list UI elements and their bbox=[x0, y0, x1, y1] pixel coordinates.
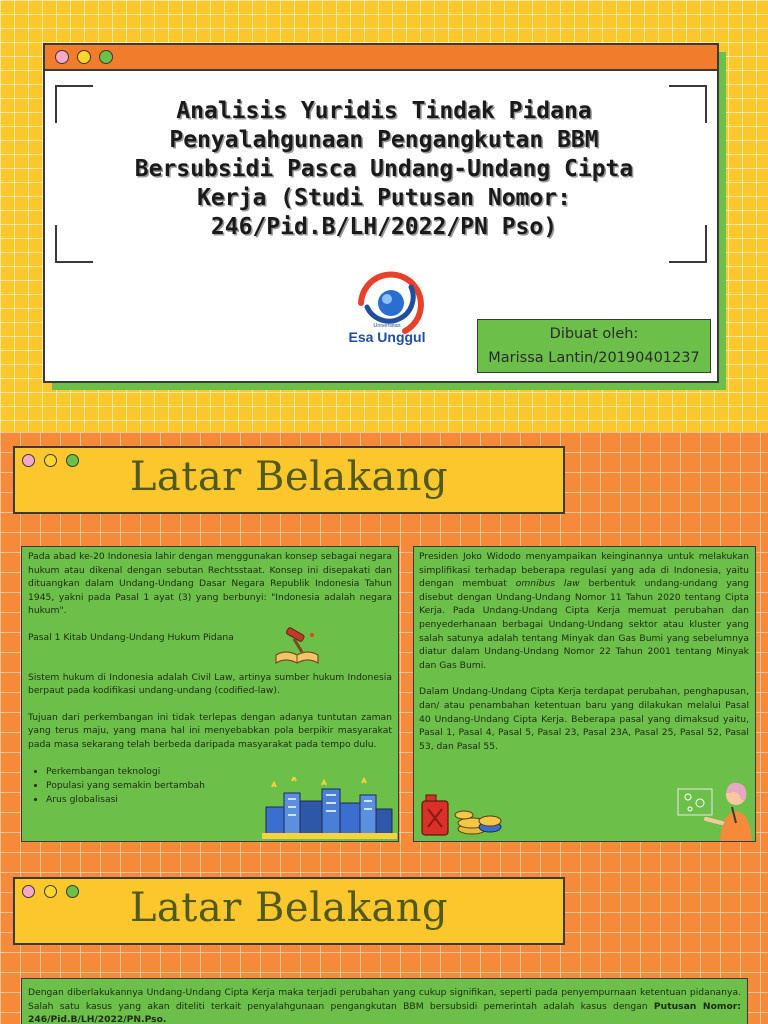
list-item: • Arus globalisasi bbox=[46, 793, 392, 807]
right-text-panel bbox=[413, 546, 756, 842]
paragraph: Dalam Undang-Undang Cipta Kerja terdapat perubahan, penghapusan, dan/ atau penambahan ketentuan baru yang dilakukan melalui Pasal 40 Undang-Undang Cipta Kerja. Beberapa pasal yang dimaksud yaitu, Pasal 1, Pasal 4, Pasal 5, Pasal 23, Pasal 23A, Pasal 25, Pasal 52, Pasal 53, dan Pasal 55. bbox=[419, 686, 749, 752]
fuel-can-coins-icon bbox=[418, 793, 504, 839]
title-window bbox=[43, 43, 719, 383]
logo-university-label: Universitas bbox=[373, 323, 401, 329]
document-title: Analisis Yuridis Tindak Pidana Penyalahgunaan Pengangkutan BBM Bersubsidi Pasca Undang-Undang Cipta Kerja (Studi Putusan Nomor: 246/Pid.B/LH/2022/PN Pso) bbox=[134, 98, 634, 240]
frame-corner-bottom-left bbox=[55, 225, 93, 263]
paragraph-text: Presiden Joko Widodo menyampaikan keinginannya untuk melakukan simplifikasi terhadap beberapa regulasi yang ada di Indonesia, yaitu dengan membuat bbox=[419, 551, 749, 590]
frame-corner-top-left bbox=[55, 85, 93, 123]
title-slide bbox=[0, 0, 768, 432]
paragraph bbox=[419, 550, 749, 672]
green-dot-icon bbox=[99, 50, 113, 64]
list-item: • Perkembangan teknologi bbox=[46, 765, 392, 779]
paragraph-emphasis: omnibus law bbox=[515, 578, 580, 590]
author-label: Dibuat oleh: bbox=[549, 326, 639, 342]
slide-heading: Latar Belakang bbox=[129, 885, 449, 931]
left-text-panel bbox=[21, 546, 399, 842]
heading-banner bbox=[13, 877, 565, 945]
heading-banner bbox=[13, 446, 565, 514]
bottom-text-panel bbox=[21, 978, 748, 1024]
paragraph: Pasal 1 Kitab Undang-Undang Hukum Pidana bbox=[28, 631, 234, 643]
paragraph-emphasis: Putusan Nomor: 246/Pid.B/LH/2022/PN.Pso. bbox=[28, 1000, 741, 1024]
pink-dot-icon bbox=[55, 50, 69, 64]
frame-corner-top-right bbox=[669, 85, 707, 123]
list-item: • Populasi yang semakin bertambah bbox=[46, 779, 392, 793]
window-title-bar bbox=[45, 45, 717, 71]
paragraph-text: berbentuk undang-undang yang disebut dengan Undang-Undang Nomor 11 Tahun 2020 tentang Cipta Kerja. Pada Undang-Undang Cipta Kerja memuat perubahan dan penyederhanaan berbagai Undang-Undang sektor atau kluster yang salah satunya adalah tentang Minyak dan Gas Bumi yang sebelumnya diatur dalam Undang-Undang Nomor 22 Tahun 2001 tentang Minyak dan Gas Bumi. bbox=[419, 578, 749, 671]
background-slide-1 bbox=[0, 432, 768, 852]
presenter-woman-icon bbox=[676, 779, 754, 841]
law-book-gavel-icon bbox=[272, 625, 322, 669]
background-slide-2 bbox=[0, 852, 768, 1024]
slide-heading: Latar Belakang bbox=[129, 454, 449, 500]
author-box bbox=[477, 319, 711, 373]
frame-corner-bottom-right bbox=[669, 225, 707, 263]
paragraph: Pada abad ke-20 Indonesia lahir dengan menggunakan konsep sebagai negara hukum atau dikenal dengan sebutan Rechtsstaat. Konsep ini disepakati dan dituangkan dalam Undang-Undang Dasar Negara Republik Indonesia Tahun 1945, yakni pada Pasal 1 ayat (3) yang berbunyi: "Indonesia adalah negara hukum". bbox=[28, 551, 392, 617]
yellow-dot-icon bbox=[77, 50, 91, 64]
city-buildings-icon bbox=[262, 777, 397, 839]
author-name: Marissa Lantin/20190401237 bbox=[488, 350, 700, 366]
logo-name: Esa Unggul bbox=[348, 329, 426, 345]
paragraph: Tujuan dari perkembangan ini tidak terlepas dengan adanya tuntutan zaman yang terus maju, yang mana hal ini menyebabkan pola berpikir masyarakat pada masa sekarang telah berbeda daripada masyarakat pada tempo dulu. bbox=[28, 711, 392, 750]
paragraph-text: Dengan diberlakukannya Undang-Undang Cipta Kerja maka terjadi perubahan yang cukup signifikan, seperti pada penyempurnaan ketentuan pidananya. Salah satu kasus yang akan diteliti terkait penyalahgunaan pengangkutan BBM bersubsidi pemerintah adalah kasus dengan bbox=[28, 987, 741, 1012]
paragraph: Sistem hukum di Indonesia adalah Civil Law, artinya sumber hukum Indonesia berpaut pada kodifikasi undang-undang (codified-law). bbox=[28, 671, 392, 697]
